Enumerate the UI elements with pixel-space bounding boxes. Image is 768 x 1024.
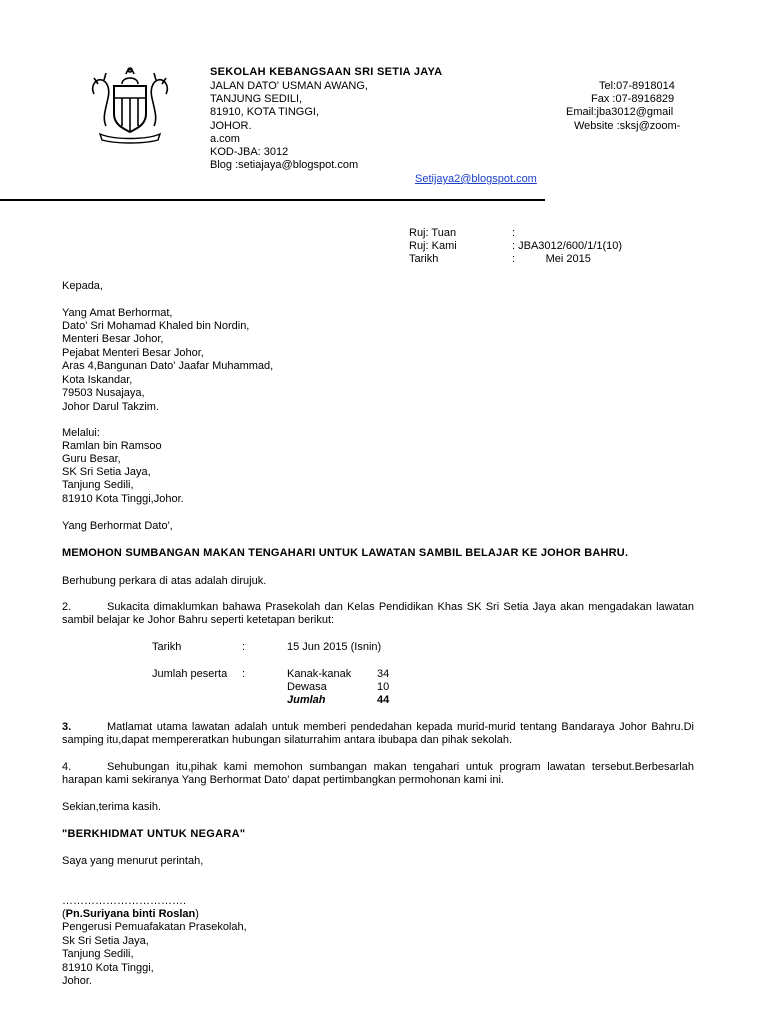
- participant-label: Kanak-kanak: [287, 668, 352, 680]
- ruj-kami-value: : JBA3012/600/1/1(10): [512, 240, 623, 252]
- motto: "BERKHIDMAT UNTUK NEGARA": [62, 828, 246, 840]
- yours-faithfully: Saya yang menurut perintah,: [62, 855, 204, 867]
- tarikh-value: : Mei 2015: [512, 253, 591, 265]
- paragraph-2-number: 2.: [62, 601, 72, 613]
- detail-peserta-label: Jumlah peserta: [152, 668, 228, 680]
- via-line: Guru Besar,: [62, 453, 121, 465]
- kod-jba: KOD-JBA: 3012: [210, 146, 289, 158]
- participant-count: 34: [377, 668, 390, 680]
- participant-total-label: Jumlah: [287, 694, 326, 706]
- school-name: SEKOLAH KEBANGSAAN SRI SETIA JAYA: [210, 66, 443, 78]
- address-line: 81910, KOTA TINGGI,: [210, 106, 320, 118]
- kepada: Kepada,: [62, 280, 103, 292]
- via-line: Tanjung Sedili,: [62, 479, 134, 491]
- tarikh-label: Tarikh: [409, 253, 439, 265]
- recipient-line: Yang Amat Berhormat,: [62, 307, 173, 319]
- recipient-line: Dato' Sri Mohamad Khaled bin Nordin,: [62, 320, 250, 332]
- subject-heading: MEMOHON SUMBANGAN MAKAN TENGAHARI UNTUK LAWATAN SAMBIL BELAJAR KE JOHOR BAHRU.: [62, 547, 629, 559]
- fax: Fax :07-8916829: [591, 93, 675, 105]
- coat-of-arms-logo: [88, 64, 172, 144]
- recipient-line: Menteri Besar Johor,: [62, 333, 164, 345]
- recipient-line: Aras 4,Bangunan Dato' Jaafar Muhammad,: [62, 360, 274, 372]
- recipient-line: Pejabat Menteri Besar Johor,: [62, 347, 204, 359]
- detail-colon: :: [242, 668, 246, 680]
- blog-link[interactable]: Setijaya2@blogspot.com: [415, 173, 537, 185]
- paragraph-1: Berhubung perkara di atas adalah dirujuk.: [62, 575, 267, 587]
- paren-open: (: [62, 908, 66, 920]
- via-label: Melalui:: [62, 427, 100, 439]
- signatory-line: Pengerusi Pemuafakatan Prasekolah,: [62, 921, 247, 933]
- email: Email:jba3012@gmail: [566, 106, 674, 118]
- participant-total: 44: [377, 694, 390, 706]
- paragraph-3: Matlamat utama lawatan adalah untuk memberi pendedahan kepada murid-murid tentang Bandaraya Johor Bahru.Di samping itu,dapat mempereratkan hubungan silaturrahim antara ibubapa dan pihak sekolah.: [62, 721, 694, 747]
- participant-count: 10: [377, 681, 390, 693]
- paragraph-4: Sehubungan itu,pihak kami memohon sumbangan makan tengahari untuk program lawatan tersebut.Berbesarlah harapan kami sekiranya Yang Berhormat Dato' dapat pertimbangkan permohonan kami ini.: [62, 761, 694, 787]
- signatory-name: [62, 908, 199, 921]
- salutation: Yang Berhormat Dato',: [62, 520, 173, 532]
- closing: Sekian,terima kasih.: [62, 801, 162, 813]
- address-line: JOHOR.: [210, 120, 252, 132]
- signature-line: …………………………….: [62, 895, 187, 907]
- website: Website :sksj@zoom-: [574, 120, 681, 132]
- telephone: Tel:07-8918014: [599, 80, 675, 92]
- signatory-line: Sk Sri Setia Jaya,: [62, 935, 149, 947]
- recipient-line: Kota Iskandar,: [62, 374, 133, 386]
- address-line: JALAN DATO' USMAN AWANG,: [210, 80, 368, 92]
- detail-tarikh-value: 15 Jun 2015 (Isnin): [287, 641, 382, 653]
- ruj-tuan-label: Ruj: Tuan: [409, 227, 457, 239]
- paragraph-3-number: 3.: [62, 721, 72, 733]
- blog-address: Blog :setiajaya@blogspot.com: [210, 159, 359, 171]
- via-line: Ramlan bin Ramsoo: [62, 440, 162, 452]
- via-line: 81910 Kota Tinggi,Johor.: [62, 493, 184, 505]
- paren-close: ): [195, 908, 199, 920]
- signatory-line: Tanjung Sedili,: [62, 948, 134, 960]
- paragraph-4-number: 4.: [62, 761, 72, 773]
- signatory-line: 81910 Kota Tinggi,: [62, 962, 154, 974]
- signatory-name-text: Pn.Suriyana binti Roslan: [65, 908, 196, 920]
- address-line: TANJUNG SEDILI,: [210, 93, 303, 105]
- recipient-line: 79503 Nusajaya,: [62, 387, 145, 399]
- via-line: SK Sri Setia Jaya,: [62, 466, 151, 478]
- email-continuation: a.com: [210, 133, 240, 145]
- paragraph-2: Sukacita dimaklumkan bahawa Prasekolah dan Kelas Pendidikan Khas SK Sri Setia Jaya akan mengadakan lawatan sambil belajar ke Johor Bahru seperti ketetapan berikut:: [62, 601, 694, 627]
- ruj-tuan-value: :: [512, 227, 516, 239]
- signatory-line: Johor.: [62, 975, 92, 987]
- participant-label: Dewasa: [287, 681, 327, 693]
- header-divider: [0, 199, 545, 201]
- ruj-kami-label: Ruj: Kami: [409, 240, 457, 252]
- detail-colon: :: [242, 641, 246, 653]
- recipient-line: Johor Darul Takzim.: [62, 401, 159, 413]
- detail-tarikh-label: Tarikh: [152, 641, 182, 653]
